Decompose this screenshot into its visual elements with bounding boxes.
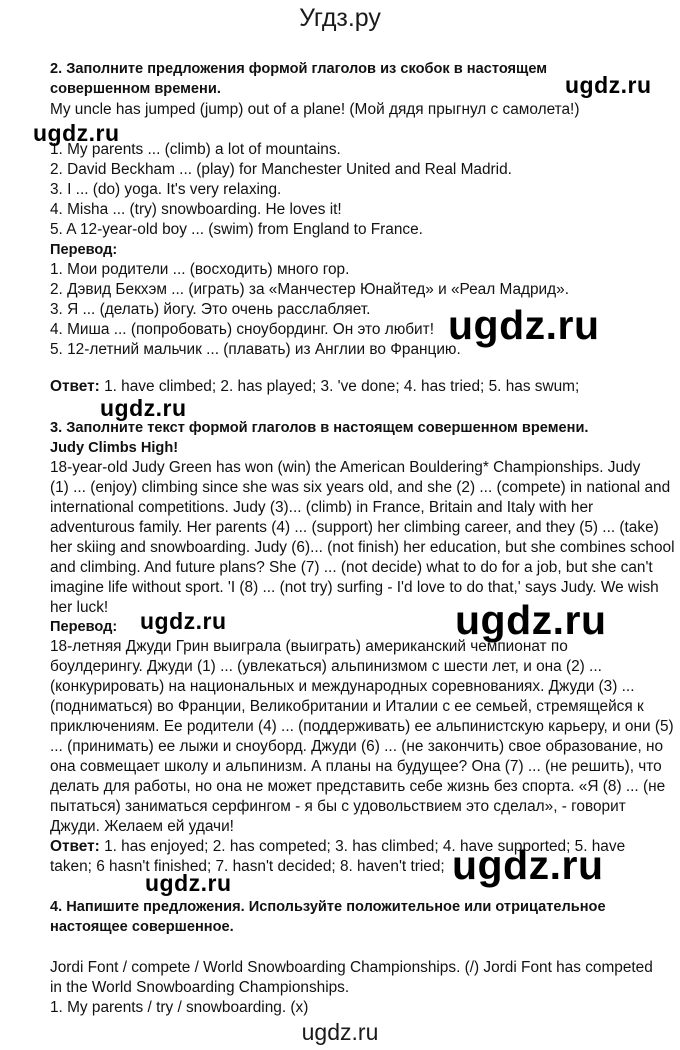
task4-example-line2: in the World Snowboarding Championships. [50, 979, 350, 996]
task2-answer [50, 377, 579, 397]
task4-item-1: 1. My parents / try / snowboarding. (x) [50, 999, 309, 1016]
watermark: ugdz.ru [33, 120, 120, 146]
task3-text-line2: (1) ... (enjoy) climbing since she was six years old, and she (2) ... (compete) in national and [50, 479, 671, 496]
task3-translation-line6: ... (принимать) ее лыжи и сноуборд. Джуди (6) ... (не закончить) свое образование, но [50, 738, 664, 755]
task3-translation-line9: пытаться) заниматься серфингом - я бы с удовольствием это сделал», - говорит [50, 798, 626, 815]
task3-text-line7: imagine life without sport. 'I (8) ... (not try) surfing - I'd love to do that,' says Judy. We wish [50, 579, 659, 596]
task3-translation-line3: (конкурировать) на национальных и международных соревнованиях. Джуди (3) ... [50, 678, 635, 695]
task2-sentence-1: 1. My parents ... (climb) a lot of mountains. [50, 141, 341, 158]
task3-text-line8: her luck! [50, 599, 109, 616]
task2-translation-label: Перевод: [50, 242, 118, 258]
watermark: ugdz.ru [100, 395, 187, 421]
task3-translation-line2: боулдерингу. Джуди (1) ... (увлекаться) альпинизмом с шести лет, и она (2) ... [50, 658, 602, 675]
watermark: ugdz.ru [145, 870, 232, 896]
task2-translation-1: 1. Мои родители ... (восходить) много гор. [50, 261, 350, 278]
task2-translation-5: 5. 12-летний мальчик ... (плавать) из Англии во Францию. [50, 341, 461, 358]
task3-text-line3: international competitions. Judy (3)... (climb) in France, Britain and Italy with her [50, 499, 594, 516]
task4-heading-line1: 4. Напишите предложения. Используйте положительное или отрицательное [50, 899, 606, 915]
site-footer: ugdz.ru [301, 1019, 379, 1045]
task3-translation-line8: делать для работы, но она не может представить себе жизнь без спорта. «Я (8) ... (не [50, 778, 666, 795]
task3-text-line6: and climbing. And future plans? She (7) ... (not decide) what to do for a job, but she can't [50, 559, 653, 576]
task3-subtitle: Judy Climbs High! [50, 440, 179, 456]
task2-translation-4: 4. Миша ... (попробовать) сноубординг. Он это любит! [50, 321, 434, 338]
site-title: Угдз.ру [299, 4, 381, 32]
task3-translation-line1: 18-летняя Джуди Грин выиграла (выиграть) американский чемпионат по [50, 638, 568, 655]
watermark: ugdz.ru [455, 597, 607, 643]
task2-heading-line1: 2. Заполните предложения формой глаголов из скобок в настоящем [50, 61, 548, 77]
task4-heading-line2: настоящее совершенное. [50, 919, 234, 935]
task2-example: My uncle has jumped (jump) out of a plane! (Мой дядя прыгнул с самолета!) [50, 101, 580, 118]
task4-example-line1: Jordi Font / compete / World Snowboarding Championships. (/) Jordi Font has competed [50, 959, 653, 976]
task3-text-line1: 18-year-old Judy Green has won (win) the American Bouldering* Championships. Judy [50, 459, 641, 476]
task2-sentence-5: 5. A 12-year-old boy ... (swim) from England to France. [50, 221, 423, 238]
task2-answer-label: Ответ: [50, 378, 100, 395]
task3-translation-line10: Джуди. Желаем ей удачи! [50, 818, 234, 835]
task2-answer-text: 1. have climbed; 2. has played; 3. 've done; 4. has tried; 5. has swum; [99, 378, 580, 395]
task3-heading: 3. Заполните текст формой глаголов в настоящем совершенном времени. [50, 420, 589, 436]
task3-text-line5: her skiing and snowboarding. Judy (6)... (not finish) her education, but she combines school [50, 539, 675, 556]
task3-answer-label: Ответ: [50, 838, 100, 855]
task3-translation-line5: приключениям. Ее родители (4) ... (поддерживать) ее альпинистскую карьеру, и они (5) [50, 718, 674, 735]
watermark: ugdz.ru [565, 72, 652, 98]
task2-heading-line2: совершенном времени. [50, 81, 221, 97]
task2-sentence-4: 4. Misha ... (try) snowboarding. He loves it! [50, 201, 342, 218]
task2-translation-2: 2. Дэвид Бекхэм ... (играть) за «Манчестер Юнайтед» и «Реал Мадрид». [50, 281, 569, 298]
watermark: ugdz.ru [140, 608, 227, 634]
task3-translation-label: Перевод: [50, 619, 118, 635]
task2-sentence-3: 3. I ... (do) yoga. It's very relaxing. [50, 181, 282, 198]
task2-sentence-2: 2. David Beckham ... (play) for Manchester United and Real Madrid. [50, 161, 512, 178]
task2-translation-3: 3. Я ... (делать) йогу. Это очень расслабляет. [50, 301, 371, 318]
watermark: ugdz.ru [452, 842, 604, 888]
task3-translation-line4: (подниматься) во Франции, Великобритании и Италии с ее семьей, стремящейся к [50, 698, 644, 715]
task3-text-line4: adventurous family. Her parents (4) ... (support) her climbing career, and they (5) ... (take) [50, 519, 659, 536]
task3-answer-line2: taken; 6 hasn't finished; 7. hasn't decided; 8. haven't tried; [50, 858, 445, 875]
task3-translation-line7: она совмещает школу и альпинизм. А планы на будущее? Она (7) ... (не решить), что [50, 758, 662, 775]
task3-answer-text-1: 1. has enjoyed; 2. has competed; 3. has climbed; 4. have supported; 5. have [99, 838, 626, 855]
watermark: ugdz.ru [448, 302, 600, 348]
